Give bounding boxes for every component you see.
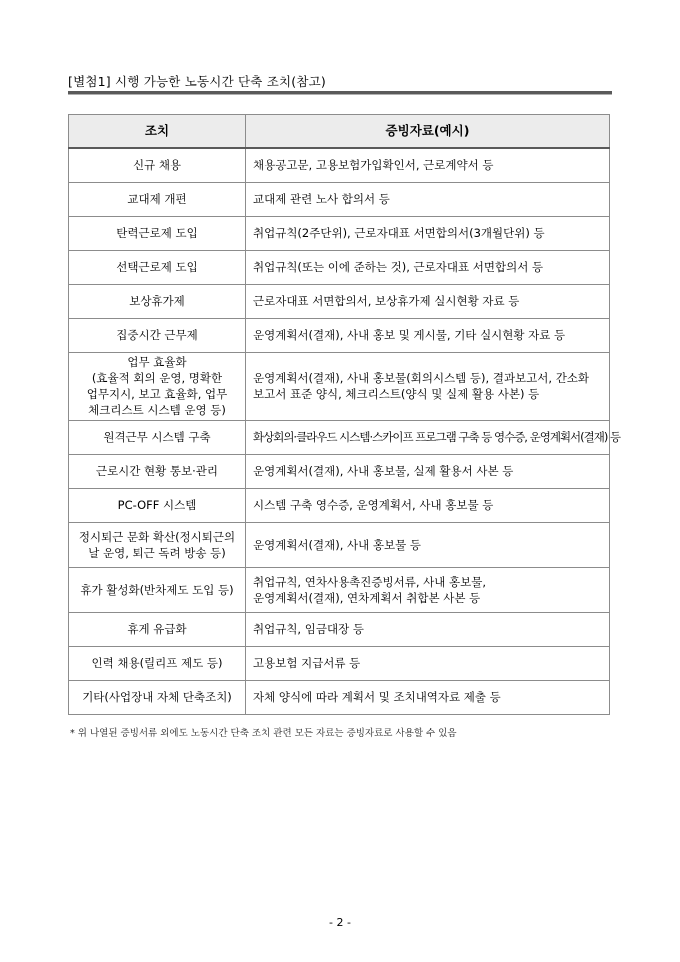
table-row [69, 680, 610, 714]
table-row [69, 318, 610, 352]
measure-cell: 선택근로제 도입 [69, 250, 246, 284]
evidence-cell: 취업규칙, 연차사용촉진증빙서류, 사내 홍보물, 운영계획서(결재), 연차계획서 취합본 사본 등 [246, 567, 610, 612]
evidence-cell: 운영계획서(결재), 사내 홍보 및 게시물, 기타 실시현황 자료 등 [246, 318, 610, 352]
evidence-cell: 채용공고문, 고용보험가입확인서, 근로계약서 등 [246, 148, 610, 182]
measure-cell: 휴게 유급화 [69, 612, 246, 646]
evidence-cell [246, 420, 621, 454]
measure-cell: 신규 채용 [69, 148, 246, 182]
measure-cell: 인력 채용(릴리프 제도 등) [69, 646, 246, 680]
table-row [69, 216, 610, 250]
measure-cell: 근로시간 현황 통보·관리 [69, 454, 246, 488]
measure-cell: 정시퇴근 문화 확산(정시퇴근의 날 운영, 퇴근 독려 방송 등) [69, 522, 246, 567]
table-row [69, 284, 610, 318]
table-row [69, 567, 610, 612]
table-header-row [69, 115, 610, 149]
measure-cell: 기타(사업장내 자체 단축조치) [69, 680, 246, 714]
table-row [69, 488, 610, 522]
table-row [69, 352, 610, 420]
evidence-cell: 취업규칙(또는 이에 준하는 것), 근로자대표 서면합의서 등 [246, 250, 610, 284]
evidence-text: 화상회의·클라우드 시스템·스카이프 프로그램 구축 등 영수증, 운영계획서(결재) 등 [253, 430, 621, 444]
evidence-cell: 교대제 관련 노사 합의서 등 [246, 182, 610, 216]
table-row [69, 250, 610, 284]
table-row [69, 148, 610, 182]
measure-cell: 집중시간 근무제 [69, 318, 246, 352]
evidence-cell: 근로자대표 서면합의서, 보상휴가제 실시현황 자료 등 [246, 284, 610, 318]
column-header-measure: 조치 [69, 115, 246, 149]
footnote: * 위 나열된 증빙서류 외에도 노동시간 단축 조치 관련 모든 자료는 증빙자료로 사용할 수 있음 [70, 728, 457, 739]
measures-table [68, 114, 621, 715]
evidence-cell: 운영계획서(결재), 사내 홍보물, 실제 활용서 사본 등 [246, 454, 610, 488]
measure-cell: 휴가 활성화(반차제도 도입 등) [69, 567, 246, 612]
table-row [69, 420, 610, 454]
evidence-cell: 취업규칙, 임금대장 등 [246, 612, 610, 646]
measure-cell: 탄력근로제 도입 [69, 216, 246, 250]
measure-cell: 교대제 개편 [69, 182, 246, 216]
evidence-cell: 고용보험 지급서류 등 [246, 646, 610, 680]
page-number: - 2 - [329, 916, 351, 929]
evidence-cell: 자체 양식에 따라 계획서 및 조치내역자료 제출 등 [246, 680, 610, 714]
table-row [69, 454, 610, 488]
measure-cell: 원격근무 시스템 구축 [69, 420, 246, 454]
header-rule [68, 91, 612, 95]
measure-cell: 업무 효율화 (효율적 회의 운영, 명확한 업무지시, 보고 효율화, 업무 체크리스트 시스템 운영 등) [69, 352, 246, 420]
table-row [69, 522, 610, 567]
column-header-evidence: 증빙자료(예시) [246, 115, 610, 149]
table-row [69, 646, 610, 680]
table-row [69, 182, 610, 216]
evidence-cell: 운영계획서(결재), 사내 홍보물 등 [246, 522, 610, 567]
evidence-cell: 취업규칙(2주단위), 근로자대표 서면합의서(3개월단위) 등 [246, 216, 610, 250]
measure-cell: PC-OFF 시스템 [69, 488, 246, 522]
evidence-cell: 시스템 구축 영수증, 운영계획서, 사내 홍보물 등 [246, 488, 610, 522]
table-row [69, 612, 610, 646]
document-header: [별첨1] 시행 가능한 노동시간 단축 조치(참고) [68, 74, 327, 89]
evidence-cell: 운영계획서(결재), 사내 홍보물(회의시스템 등), 결과보고서, 간소화 보고서 표준 양식, 체크리스트(양식 및 실제 활용 사본) 등 [246, 352, 610, 420]
measure-cell: 보상휴가제 [69, 284, 246, 318]
